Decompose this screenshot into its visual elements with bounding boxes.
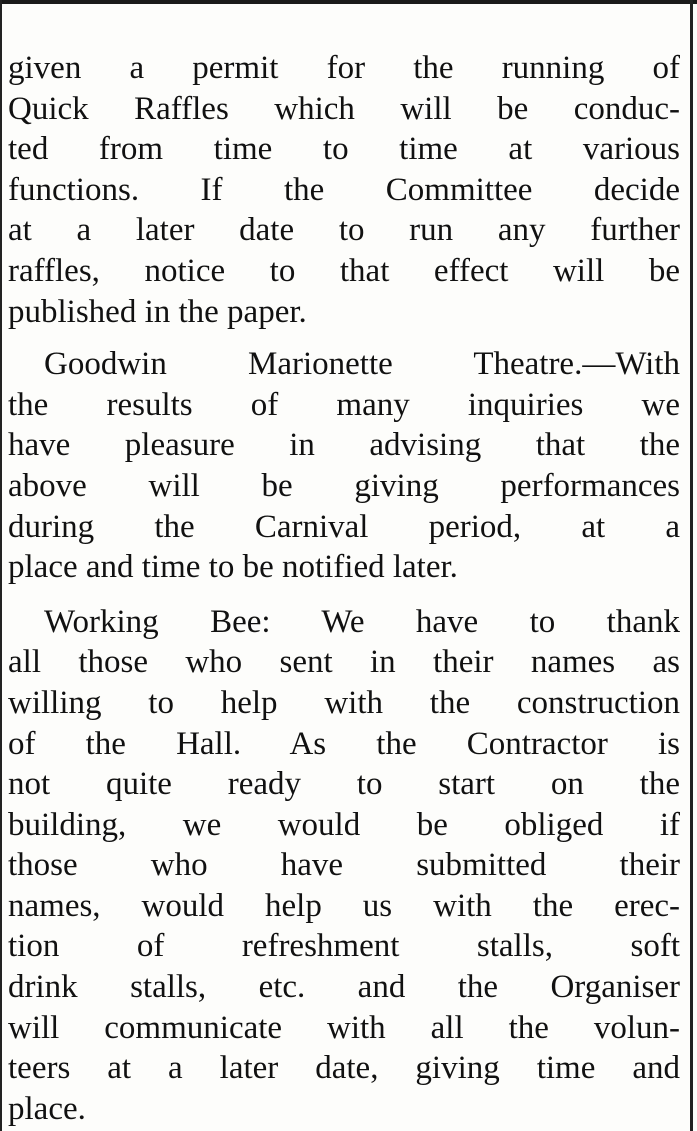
text-line: raffles, notice to that effect will be xyxy=(8,252,680,289)
text-line: will communicate with all the volun- xyxy=(8,1009,680,1046)
right-column-rule xyxy=(690,0,693,1131)
text-line: above will be giving performances xyxy=(8,467,680,504)
paragraph-raffles xyxy=(8,48,680,332)
text-line: of the Hall. As the Contractor is xyxy=(8,725,680,762)
text-line: during the Carnival period, at a xyxy=(8,508,680,545)
article-column xyxy=(8,48,680,1129)
text-line: the results of many inquiries we xyxy=(8,386,680,423)
text-line: given a permit for the running of xyxy=(8,50,680,86)
text-line: drink stalls, etc. and the Organiser xyxy=(8,969,680,1006)
text-line: all those who sent in their names as xyxy=(8,644,680,681)
text-line: place. xyxy=(8,1090,86,1127)
text-line: Quick Raffles which will be conduc- xyxy=(8,90,680,127)
text-line: at a later date to run any further xyxy=(8,212,680,249)
text-line: functions. If the Committee decide xyxy=(8,171,680,208)
text-line: tion of refreshment stalls, soft xyxy=(8,928,680,965)
text-line: names, would help us with the erec- xyxy=(8,887,680,924)
text-line: teers at a later date, giving time and xyxy=(8,1050,680,1087)
text-line: published in the paper. xyxy=(8,293,307,330)
text-line: Goodwin Marionette Theatre.—With xyxy=(44,346,680,383)
paragraph-marionette-theatre xyxy=(8,344,680,588)
text-line: building, we would be obliged if xyxy=(8,806,680,843)
text-line: place and time to be notified later. xyxy=(8,549,458,586)
paragraph-working-bee xyxy=(8,602,680,1130)
top-column-rule xyxy=(0,0,697,4)
text-line: Working Bee: We have to thank xyxy=(44,603,680,640)
left-column-rule xyxy=(0,0,2,1131)
text-line: willing to help with the construction xyxy=(8,684,680,721)
text-line: have pleasure in advising that the xyxy=(8,427,680,464)
text-line: not quite ready to start on the xyxy=(8,766,680,803)
text-line: those who have submitted their xyxy=(8,847,680,884)
text-line: ted from time to time at various xyxy=(8,131,680,168)
